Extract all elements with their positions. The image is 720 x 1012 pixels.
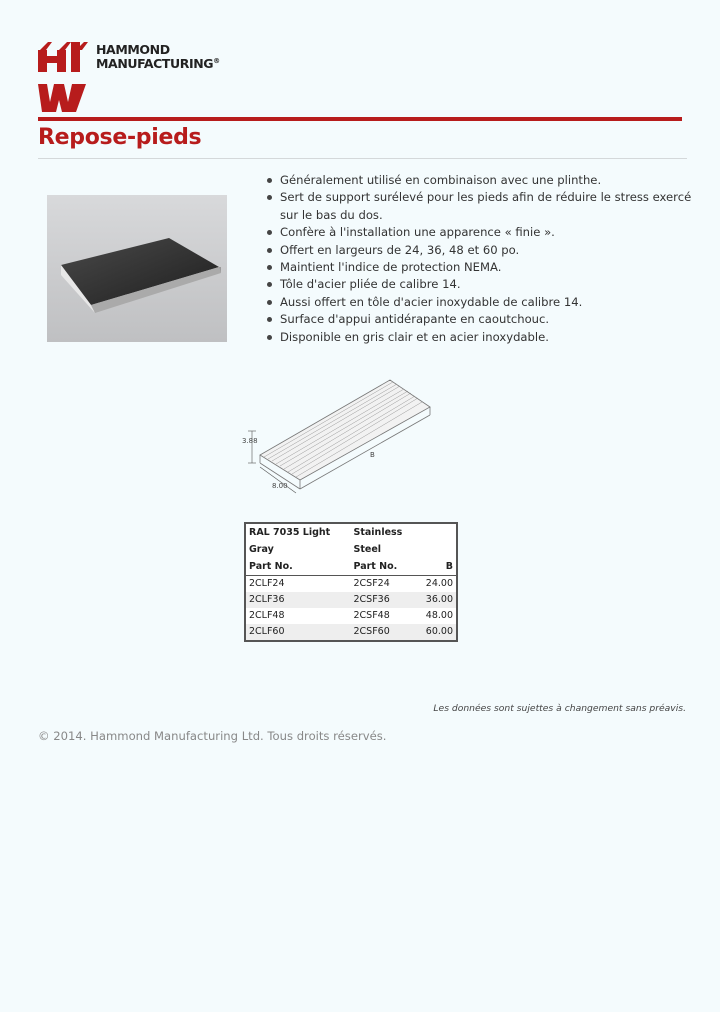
steel-part-number: 2CSF48: [353, 610, 390, 621]
disclaimer-note: Les données sont sujettes à changement sans préavis.: [433, 703, 686, 714]
feature-item: Maintient l'indice de protection NEMA.: [262, 259, 692, 276]
hammond-logo-mark-icon: [38, 42, 88, 114]
table-row: [245, 608, 457, 624]
feature-item: Surface d'appui antidérapante en caoutchouc.: [262, 311, 692, 328]
feature-list: [262, 172, 692, 346]
feature-item: Généralement utilisé en combinaison avec une plinthe.: [262, 172, 692, 189]
b-dimension: 36.00: [416, 592, 457, 608]
height-dimension-label: 3.88: [242, 437, 258, 445]
col-gray-header-line1: RAL 7035 Light: [249, 527, 331, 538]
col-steel-header-line2: Steel: [353, 544, 382, 555]
col-steel-header-line3: Part No.: [351, 558, 417, 576]
feature-item: Aussi offert en tôle d'acier inoxydable de calibre 14.: [262, 294, 692, 311]
table-row: [245, 576, 457, 593]
copyright-notice: © 2014. Hammond Manufacturing Ltd. Tous droits réservés.: [38, 729, 387, 743]
b-dimension: 24.00: [425, 578, 453, 589]
steel-part-number: 2CSF36: [351, 592, 417, 608]
feature-item: Offert en largeurs de 24, 36, 48 et 60 po.: [262, 242, 692, 259]
feature-item: Sert de support surélevé pour les pieds afin de réduire le stress exercé sur le bas du dos.: [262, 189, 692, 224]
feature-item: Disponible en gris clair et en acier inoxydable.: [262, 329, 692, 346]
steel-part-number: 2CSF24: [353, 578, 390, 589]
brand-name-line2: MANUFACTURING®: [96, 56, 220, 71]
gray-part-number: 2CLF48: [249, 610, 285, 621]
part-number-table: [244, 522, 458, 642]
footrest-dimension-drawing: [240, 355, 440, 500]
hammond-logo[interactable]: [38, 42, 228, 114]
header-accent-bar: [38, 117, 682, 121]
feature-item: Tôle d'acier pliée de calibre 14.: [262, 276, 692, 293]
col-b-header: B: [416, 558, 457, 576]
feature-item: Confère à l'installation une apparence « finie ».: [262, 224, 692, 241]
col-steel-header-line1: Stainless: [353, 527, 403, 538]
title-divider: [38, 158, 687, 159]
depth-dimension-label: 8.00: [272, 482, 288, 490]
b-dimension: 60.00: [416, 624, 457, 641]
gray-part-number: 2CLF60: [245, 624, 351, 641]
page-title: Repose-pieds: [38, 125, 202, 150]
table-row: [245, 592, 457, 608]
footrest-product-photo: [47, 195, 227, 342]
width-dimension-label: B: [370, 451, 375, 459]
gray-part-number: 2CLF24: [249, 578, 285, 589]
col-gray-header-line2: Gray: [249, 544, 274, 555]
col-gray-header-line3: Part No.: [245, 558, 351, 576]
gray-part-number: 2CLF36: [245, 592, 351, 608]
b-dimension: 48.00: [425, 610, 453, 621]
brand-name-line1: HAMMOND: [96, 42, 170, 57]
table-row: [245, 624, 457, 641]
steel-part-number: 2CSF60: [351, 624, 417, 641]
